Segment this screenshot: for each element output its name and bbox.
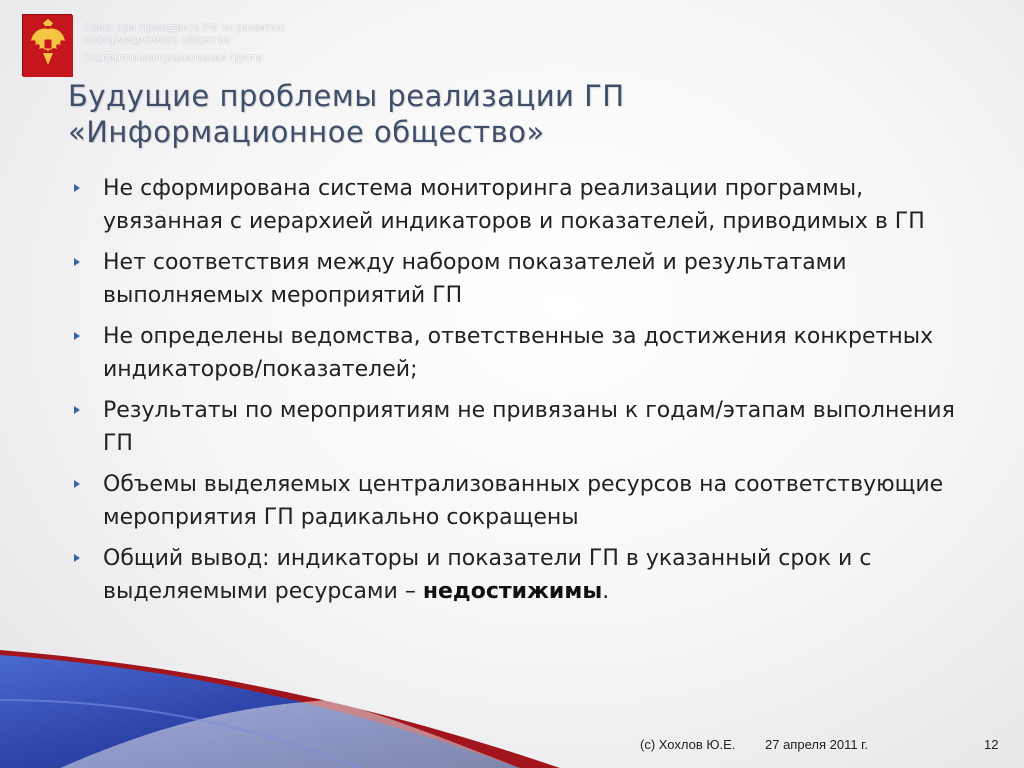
bullet-text: Не определены ведомства, ответственные за достижения конкретных индикаторов/показателей; — [103, 324, 934, 382]
bullet-item — [70, 172, 975, 238]
bullet-item-conclusion — [70, 542, 975, 608]
footer-date: 27 апреля 2011 г. — [765, 737, 868, 752]
bullet-text-emphasis: недостижимы — [422, 579, 603, 604]
russian-coat-of-arms-icon — [22, 14, 72, 76]
bullet-arrow-icon — [74, 480, 80, 488]
bullet-arrow-icon — [74, 332, 80, 340]
bullet-arrow-icon — [74, 258, 80, 266]
bullet-arrow-icon — [74, 554, 80, 562]
header — [22, 14, 422, 76]
bullet-text-suffix: . — [602, 579, 610, 604]
bullet-text: Нет соответствия между набором показателей и результатами выполняемых мероприятий ГП — [103, 250, 847, 308]
bullet-arrow-icon — [74, 406, 80, 414]
bullet-text: Объемы выделяемых централизованных ресурсов на соответствующие мероприятия ГП радикально сокращены — [103, 472, 944, 530]
bullet-text-prefix: Общий вывод: индикаторы и показатели ГП в указанный срок и с выделяемыми ресурсами – — [103, 546, 872, 604]
slide-title-line1: Будущие проблемы реализации ГП — [68, 79, 625, 113]
org-name-line1: Совет при Президенте РФ по развитию — [84, 22, 286, 34]
org-name-line2: информационного общества — [84, 34, 231, 46]
slide-title — [68, 78, 968, 150]
bullet-item — [70, 468, 975, 534]
org-group-name: Экспертно-консультативная группа — [84, 52, 263, 64]
bullet-item — [70, 246, 975, 312]
bullet-list — [70, 172, 975, 616]
bullet-item — [70, 320, 975, 386]
bullet-item — [70, 394, 975, 460]
footer-page-number: 12 — [984, 737, 999, 752]
bullet-text: Не сформирована система мониторинга реализации программы, увязанная с иерархией индикаторов и показателей, приводимых в ГП — [103, 176, 925, 234]
footer-author: (с) Хохлов Ю.Е. — [640, 737, 736, 752]
bullet-arrow-icon — [74, 184, 80, 192]
slide-title-line2: «Информационное общество» — [68, 115, 545, 149]
bullet-text: Результаты по мероприятиям не привязаны к годам/этапам выполнения ГП — [103, 398, 955, 456]
